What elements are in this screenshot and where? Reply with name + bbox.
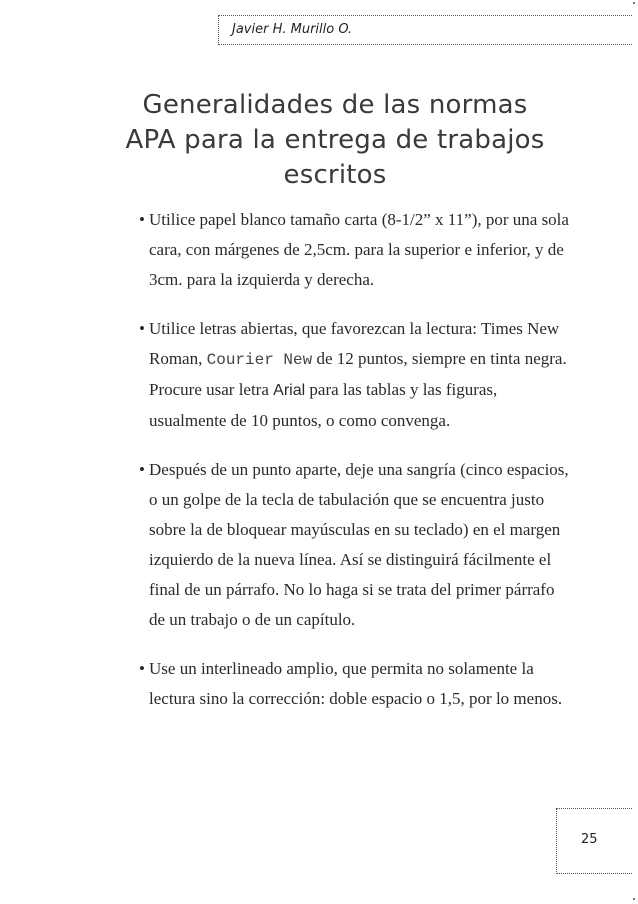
title-line-3: escritos	[283, 160, 387, 190]
list-item-text-part: Utilice letras abiertas, que favorezcan la lectura: Times New Roman,	[149, 319, 560, 368]
font-sample-arial: Arial	[273, 382, 306, 399]
corner-mark	[633, 898, 635, 900]
title-line-2: APA para la entrega de trabajos	[125, 125, 545, 155]
list-item-text: Utilice papel blanco tamaño carta (8-1/2” x 11”), por una sola cara, con márgenes de 2,5cm. para la superior e inferior, y de 3cm. para la izquierda y derecha.	[149, 210, 569, 289]
list-item	[139, 205, 569, 295]
page-title	[110, 88, 560, 193]
list-item-text-part: para las tablas y las figuras, usualmente de 10 puntos, o como convenga.	[149, 380, 498, 430]
title-line-1: Generalidades de las normas	[142, 90, 528, 120]
corner-mark	[633, 2, 635, 4]
list-item-text-part: de 12 puntos, siempre en tinta negra. Procure usar letra	[149, 349, 567, 399]
bullet: •	[139, 319, 145, 338]
list-item	[139, 455, 569, 635]
header-author: Javier H. Murillo O.	[232, 22, 353, 37]
font-sample-courier: Courier New	[206, 351, 313, 369]
bullet: •	[139, 460, 145, 479]
list-item	[139, 654, 569, 714]
page-number: 25	[581, 832, 598, 847]
list-item-text: Use un interlineado amplio, que permita no solamente la lectura sino la corrección: doble espacio o 1,5, por lo menos.	[149, 659, 563, 708]
list-item-text: Después de un punto aparte, deje una sangría (cinco espacios, o un golpe de la tecla de tabulación que se encuentra justo sobre la de bloquear mayúsculas en su teclado) en el margen izquierdo de la nueva línea. Así se distinguirá fácilmente el final de un párrafo. No lo haga si se trata del primer párrafo de un trabajo o de un capítulo.	[149, 460, 569, 629]
bullet: •	[139, 210, 145, 229]
guidelines-list	[139, 205, 569, 733]
bullet: •	[139, 659, 145, 678]
list-item	[139, 314, 569, 436]
